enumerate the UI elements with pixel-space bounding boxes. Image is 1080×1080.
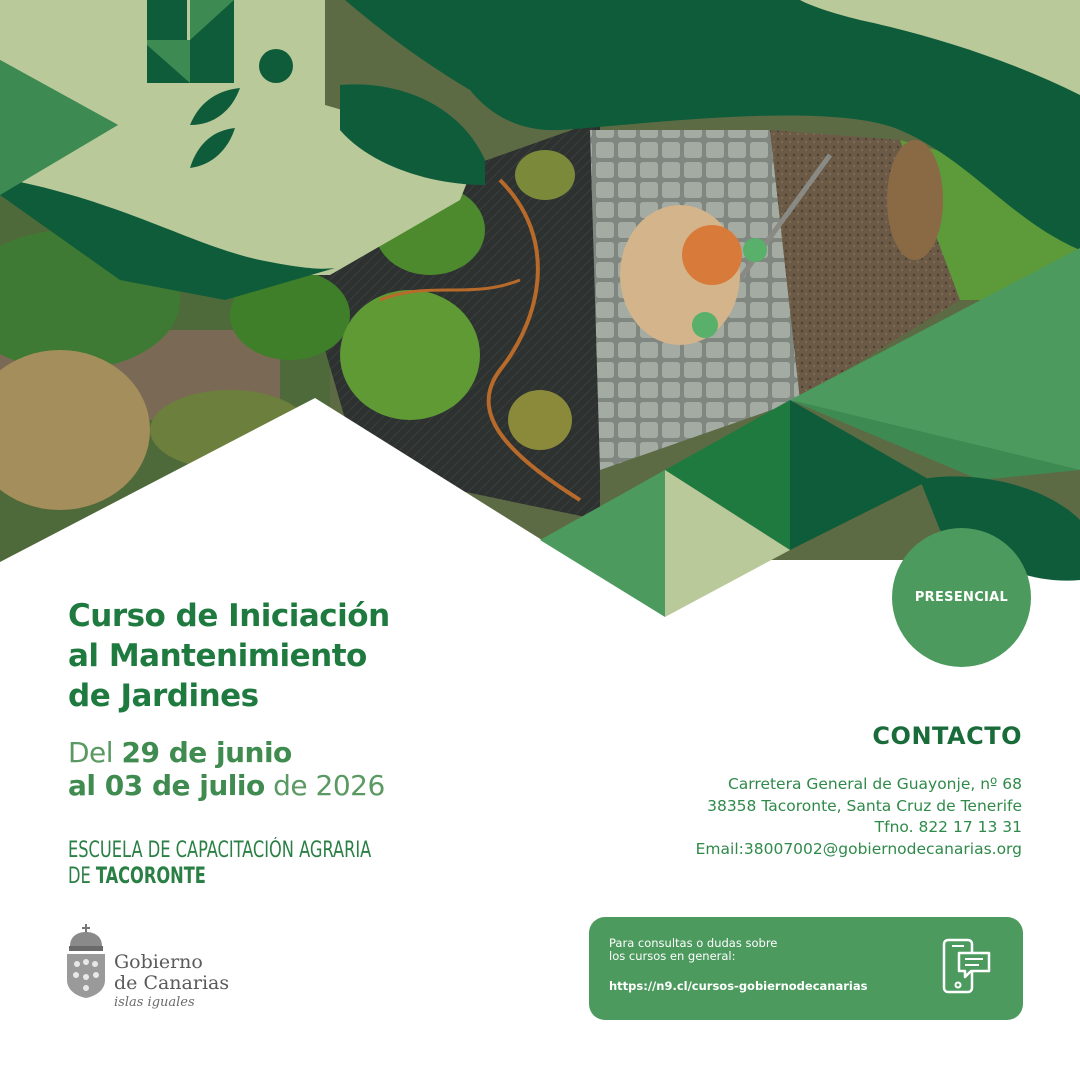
consult-line-2: los cursos en general: (609, 949, 736, 963)
logo-tagline: islas iguales (114, 995, 195, 1010)
coat-of-arms-icon (64, 922, 108, 1002)
badge-label: PRESENCIAL (914, 590, 1009, 605)
contact-phone: Tfno. 822 17 13 31 (874, 818, 1022, 836)
school-line-2-name: TACORONTE (95, 864, 206, 889)
school-line-1: ESCUELA DE CAPACITACIÓN AGRARIA (68, 838, 372, 863)
logo-name-line-1: Gobierno (114, 951, 203, 973)
course-dates (68, 736, 385, 802)
course-title-line-2: al Mantenimiento (68, 638, 367, 674)
dates-year: de 2026 (273, 769, 385, 802)
phone-message-icon (941, 937, 993, 997)
contact-details (696, 774, 1022, 860)
consult-box (589, 917, 1023, 1020)
consult-line-1: Para consultas o dudas sobre (609, 936, 778, 950)
school-line-2-prefix: DE (68, 864, 91, 889)
logo-name-line-2: de Canarias (114, 972, 230, 994)
course-title (68, 596, 390, 716)
contact-city: 38358 Tacoronte, Santa Cruz de Tenerife (707, 796, 1022, 815)
start-date: 29 de junio (121, 736, 292, 769)
dates-prefix: Del (68, 736, 114, 769)
contact-address: Carretera General de Guayonje, nº 68 (727, 775, 1022, 793)
consult-text (609, 937, 777, 963)
contact-email[interactable]: Email:38007002@gobiernodecanarias.org (695, 839, 1022, 858)
course-title-line-3: de Jardines (68, 678, 259, 714)
school-name (68, 838, 438, 890)
course-title-line-1: Curso de Iniciación (68, 598, 390, 634)
presencial-badge (892, 528, 1031, 667)
end-date: al 03 de julio (68, 769, 265, 802)
contact-title: CONTACTO (872, 722, 1022, 750)
consult-link[interactable]: https://n9.cl/cursos-gobiernodecanarias (609, 979, 868, 993)
gobierno-canarias-logo (64, 922, 264, 1012)
logo-name (114, 952, 229, 994)
